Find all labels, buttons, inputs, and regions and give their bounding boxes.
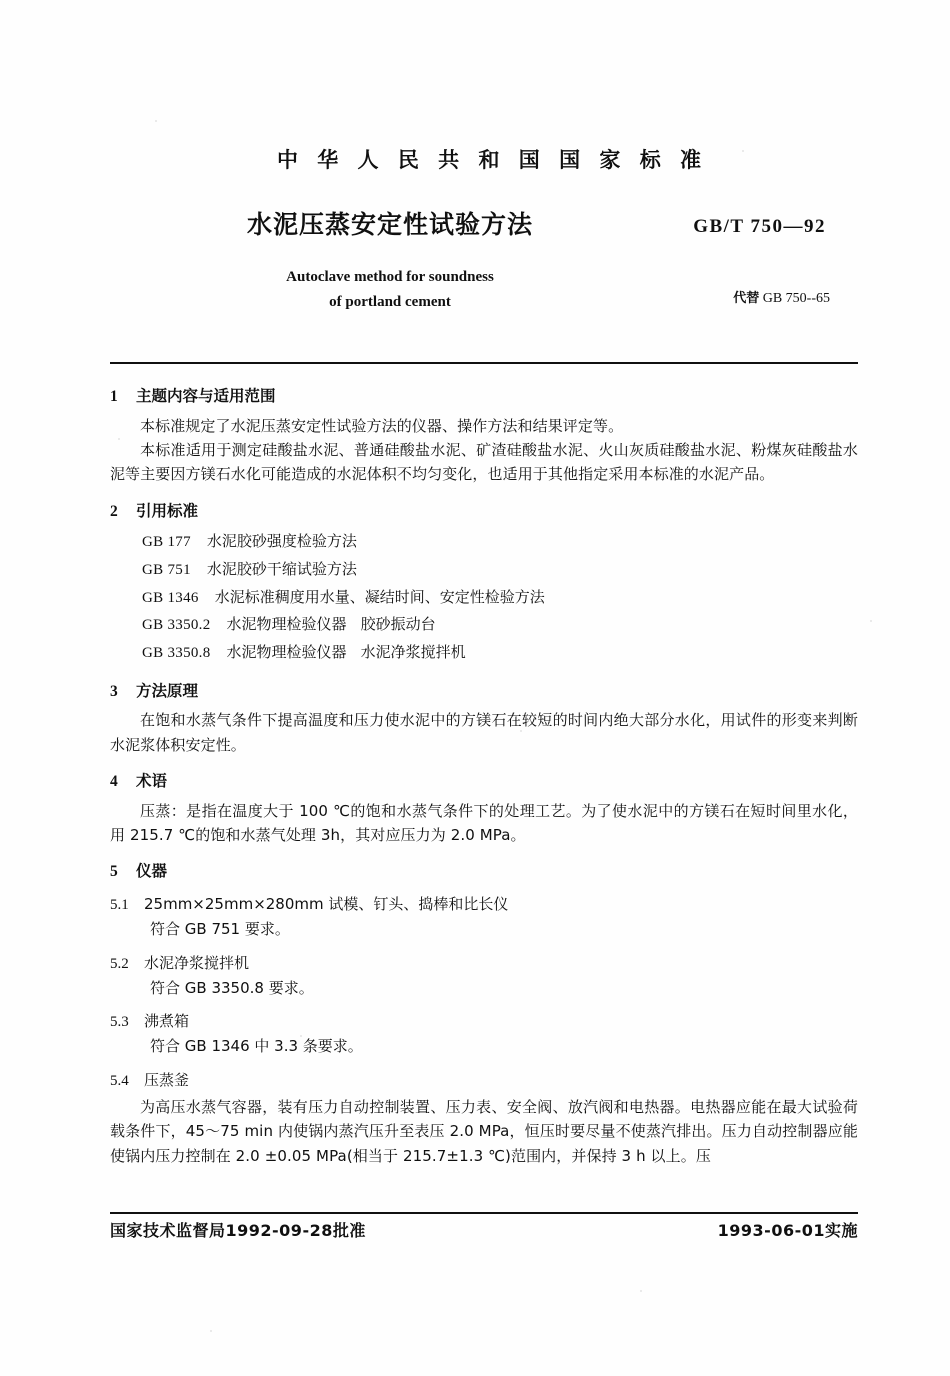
section-3-paragraph-1: 在饱和水蒸气条件下提高温度和压力使水泥中的方镁石在较短的时间内绝大部分水化，用试件的形变来判断水泥浆体积安定性。 [110,711,858,754]
reference-code: GB 177 [142,534,191,551]
header-divider [110,362,858,364]
reference-title: 水泥标准稠度用水量、凝结时间、安定性检验方法 [214,587,545,606]
document-header [110,148,858,319]
english-title-line1: Autoclave method for soundness [286,269,494,286]
list-item [110,556,858,584]
section-title-5: 仪器 [136,862,168,881]
page-title: 水泥压蒸安定性试验方法 [246,210,533,240]
reference-extra: 胶砂振动台 [360,615,436,634]
section-number-4: 4 [110,772,118,790]
english-title-line2: of portland cement [329,293,451,310]
list-item [110,584,858,612]
section-title-4: 术语 [136,771,168,790]
section-heading-3 [110,681,858,703]
subsection-number: 5.3 [110,1014,129,1031]
section-1-paragraph-1: 本标准规定了水泥压蒸安定性试验方法的仪器、操作方法和结果评定等。 [140,416,624,435]
replaces-code: GB 750--65 [762,291,830,307]
section-heading-2 [110,501,858,523]
reference-code: GB 3350.8 [142,645,211,662]
scan-speckle [155,120,157,122]
standard-number: GB/T 750—92 [693,216,826,238]
subsection-5-4 [110,1068,858,1168]
subsection-5-1-heading [110,892,858,917]
scan-speckle [520,730,522,732]
scan-speckle [742,150,744,152]
document-body [110,386,858,1168]
section-heading-1 [110,386,858,408]
section-title-3: 方法原理 [136,681,199,700]
subsection-title: 25mm×25mm×280mm 试模、钉头、捣棒和比长仪 [144,894,509,913]
scan-speckle [210,1330,212,1332]
scan-speckle [640,1290,642,1292]
subsection-5-1-body: 符合 GB 751 要求。 [150,920,290,939]
reference-extra: 水泥净浆搅拌机 [360,643,466,662]
english-title [110,265,670,315]
subsection-title: 压蒸釜 [144,1070,190,1089]
approval-statement: 国家技术监督局1992-09-28批准 [110,1221,366,1240]
reference-title: 水泥胶砂强度检验方法 [206,532,357,551]
section-number-5: 5 [110,863,118,881]
scan-speckle [118,438,120,440]
subsection-number: 5.4 [110,1072,129,1089]
footer-divider [110,1212,858,1214]
section-4-paragraph-1: 压蒸：是指在温度大于 100 ℃的饱和水蒸气条件下的处理工艺。为了使水泥中的方镁石在短时间里水化，用 215.7 ℃的饱和水蒸气处理 3h，其对应压力为 2.0 MPa。 [110,801,858,844]
subsection-number: 5.1 [110,896,129,913]
subsection-5-1 [110,892,858,942]
subsection-title: 沸煮箱 [144,1012,190,1031]
implementation-date: 1993-06-01实施 [717,1221,858,1240]
list-item [110,639,858,667]
subsection-5-3-heading [110,1009,858,1034]
subsection-title: 水泥净浆搅拌机 [144,953,250,972]
list-item [110,528,858,556]
reference-title: 水泥物理检验仪器 [226,615,347,634]
subsection-5-2-heading [110,951,858,976]
reference-title: 水泥物理检验仪器 [226,643,347,662]
title-row [110,211,858,247]
reference-title: 水泥胶砂干缩试验方法 [206,559,357,578]
subsection-number: 5.2 [110,955,129,972]
replaces-label: 代替 [733,291,760,307]
document-footer [110,1218,858,1244]
referenced-standards-list [110,528,858,666]
subsection-5-4-body: 为高压水蒸气容器，装有压力自动控制装置、压力表、安全阀、放汽阀和电热器。电热器应能在最大试验荷载条件下，45～75 min 内使锅内蒸汽压升至表压 2.0 MPa，恒压时要尽量不使蒸汽排出。压力自动控制器应能使锅内压力控制在 2.0 ±0.05 MPa(相当于 215.7±1.3 ℃)范围内，并保持 3 h 以上。压 [110,1098,858,1165]
section-1-paragraph-2: 本标准适用于测定硅酸盐水泥、普通硅酸盐水泥、矿渣硅酸盐水泥、火山灰质硅酸盐水泥、粉煤灰硅酸盐水泥等主要因方镁石水化可能造成的水泥体积不均匀变化，也适用于其他指定采用本标准的水泥产品。 [110,440,858,484]
section-number-3: 3 [110,682,118,700]
subsection-5-2-body: 符合 GB 3350.8 要求。 [150,978,314,997]
replaces-note [733,287,830,307]
scan-speckle [870,620,872,622]
scan-speckle [300,1035,302,1037]
subsection-5-4-heading [110,1068,858,1093]
subsection-5-3-body: 符合 GB 1346 中 3.3 条要求。 [150,1037,363,1056]
subsection-5-3 [110,1009,858,1059]
subsection-5-2 [110,951,858,1001]
section-title-2: 引用标准 [136,501,199,520]
section-title-1: 主题内容与适用范围 [136,387,276,405]
section-number-2: 2 [110,502,118,520]
section-heading-4 [110,771,858,793]
national-standard-banner: 中 华 人 民 共 和 国 国 家 标 准 [276,148,708,172]
list-item [110,611,858,639]
reference-code: GB 751 [142,561,191,578]
reference-code: GB 3350.2 [142,617,211,634]
subtitle-row [110,265,858,319]
section-heading-5 [110,861,858,883]
section-number-1: 1 [110,388,118,405]
reference-code: GB 1346 [142,589,199,606]
